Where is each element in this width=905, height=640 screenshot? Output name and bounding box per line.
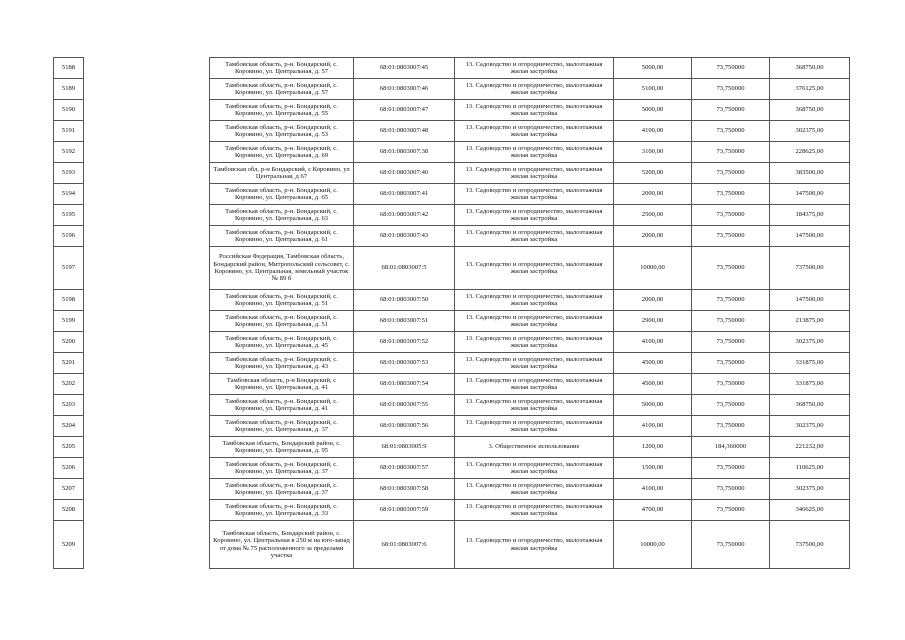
area-cell: 5000,00 [614,395,692,416]
land-use-cell: 13. Садоводство и огородничество, малоэтажная жилая застройка [455,521,614,569]
table-row [54,395,850,416]
area-cell: 5100,00 [614,79,692,100]
area-cell: 1200,00 [614,437,692,458]
address-cell: Тамбовская область, р-н. Бондарский, с. Коровино, ул. Центральная, д. 51 [210,290,354,311]
address-cell: Тамбовская область, р-н. Бондарский, с. Коровино, ул. Центральная, д. 55 [210,100,354,121]
address-cell: Тамбовская область, Бондарский район, с. Коровино, ул. Центральная, д. 95 [210,437,354,458]
rate-cell: 73,750000 [692,395,770,416]
land-use-cell: 13. Садоводство и огородничество, малоэтажная жилая застройка [455,142,614,163]
cadastral-value-cell: 147500,00 [770,290,850,311]
rate-cell: 73,750000 [692,79,770,100]
table-row [54,521,850,569]
rate-cell: 73,750000 [692,100,770,121]
gap-cell [84,100,210,121]
cadastral-number-cell: 68:01:0803007:53 [354,353,455,374]
gap-cell [84,290,210,311]
cadastral-value-cell: 737500,00 [770,521,850,569]
table-row [54,121,850,142]
row-number: 5188 [54,58,84,79]
address-cell: Тамбовская область, р-н. Бондарский, с. Коровино, ул. Центральная, д. 33 [210,500,354,521]
row-number: 5203 [54,395,84,416]
cadastral-number-cell: 68:01:0803007:40 [354,163,455,184]
rate-cell: 73,750000 [692,500,770,521]
table-row [54,290,850,311]
rate-cell: 73,750000 [692,458,770,479]
address-cell: Тамбовская область, р-н. Бондарский, с. Коровино, ул. Центральная, д. 65 [210,184,354,205]
land-use-cell: 13. Садоводство и огородничество, малоэтажная жилая застройка [455,332,614,353]
row-number: 5196 [54,226,84,247]
land-use-cell: 13. Садоводство и огородничество, малоэтажная жилая застройка [455,205,614,226]
cadastral-number-cell: 68:01:0803007:58 [354,479,455,500]
address-cell: Тамбовская область, Бондарский район, с. Коровино, ул. Центральная в 250 м на юго-запад от дома № 75 расположенного за пределами участка [210,521,354,569]
table-row [54,374,850,395]
cadastral-value-cell: 302375,00 [770,121,850,142]
rate-cell: 73,750000 [692,205,770,226]
rate-cell: 73,750000 [692,247,770,290]
land-use-cell: 13. Садоводство и огородничество, малоэтажная жилая застройка [455,79,614,100]
address-cell: Тамбовская область, р-н. Бондарский, с. Коровино, ул. Центральная, д. 69 [210,142,354,163]
area-cell: 2000,00 [614,184,692,205]
table-row [54,458,850,479]
gap-cell [84,416,210,437]
row-number: 5208 [54,500,84,521]
address-cell: Тамбовская область, р-н. Бондарский, с. Коровино, ул. Центральная, д. 37 [210,479,354,500]
cadastral-value-cell: 737500,00 [770,247,850,290]
area-cell: 3100,00 [614,142,692,163]
cadastral-number-cell: 68:01:0803007:55 [354,395,455,416]
address-cell: Российская Федерация, Тамбовская область, Бондарский район, Митропольский сельсовет, с. Коровино, ул. Центральная, земельный участок № 89 б [210,247,354,290]
cadastral-value-cell: 302375,00 [770,479,850,500]
rate-cell: 73,750000 [692,142,770,163]
area-cell: 2900,00 [614,311,692,332]
area-cell: 5000,00 [614,58,692,79]
row-number: 5194 [54,184,84,205]
land-use-cell: 13. Садоводство и огородничество, малоэтажная жилая застройка [455,100,614,121]
table-row [54,142,850,163]
cadastral-number-cell: 68:01:0803007:52 [354,332,455,353]
area-cell: 2500,00 [614,205,692,226]
rate-cell: 73,750000 [692,290,770,311]
rate-cell: 73,750000 [692,332,770,353]
gap-cell [84,247,210,290]
rate-cell: 73,750000 [692,226,770,247]
row-number: 5191 [54,121,84,142]
cadastral-number-cell: 68:01:0803007:45 [354,58,455,79]
cadastral-value-cell: 221232,00 [770,437,850,458]
area-cell: 4700,00 [614,500,692,521]
cadastral-number-cell: 68:01:0803007:47 [354,100,455,121]
cadastral-number-cell: 68:01:0803007:6 [354,521,455,569]
cadastral-value-cell: 213875,00 [770,311,850,332]
cadastral-value-cell: 383500,00 [770,163,850,184]
gap-cell [84,311,210,332]
row-number: 5200 [54,332,84,353]
land-use-cell: 13. Садоводство и огородничество, малоэтажная жилая застройка [455,247,614,290]
row-number: 5205 [54,437,84,458]
row-number: 5189 [54,79,84,100]
land-use-cell: 13. Садоводство и огородничество, малоэтажная жилая застройка [455,374,614,395]
cadastral-value-cell: 147500,00 [770,184,850,205]
address-cell: Тамбовская область, р-н. Бондарский, с. Коровино, ул. Центральная, д. 63 [210,205,354,226]
cadastral-number-cell: 68:01:0803005:9 [354,437,455,458]
row-number: 5206 [54,458,84,479]
land-plots-table [53,57,850,569]
table-row [54,416,850,437]
cadastral-number-cell: 68:01:0803007:50 [354,290,455,311]
table-row [54,332,850,353]
cadastral-value-cell: 228625,00 [770,142,850,163]
table-body [54,58,850,569]
cadastral-value-cell: 331875,00 [770,374,850,395]
address-cell: Тамбовская область, р-н. Бондарский, с. Коровино, ул. Центральная, д. 43 [210,353,354,374]
rate-cell: 184,360000 [692,437,770,458]
land-use-cell: 13. Садоводство и огородничество, малоэтажная жилая застройка [455,458,614,479]
row-number: 5207 [54,479,84,500]
table-row [54,163,850,184]
area-cell: 10000,00 [614,521,692,569]
cadastral-number-cell: 68:01:0803007:38 [354,142,455,163]
rate-cell: 73,750000 [692,163,770,184]
gap-cell [84,353,210,374]
table-row [54,500,850,521]
cadastral-number-cell: 68:01:0803007:42 [354,205,455,226]
gap-cell [84,205,210,226]
area-cell: 10000,00 [614,247,692,290]
area-cell: 4500,00 [614,374,692,395]
rate-cell: 73,750000 [692,121,770,142]
cadastral-number-cell: 68:01:0803007:5 [354,247,455,290]
cadastral-number-cell: 68:01:0803007:48 [354,121,455,142]
gap-cell [84,395,210,416]
cadastral-value-cell: 368750,00 [770,58,850,79]
row-number: 5195 [54,205,84,226]
cadastral-value-cell: 376125,00 [770,79,850,100]
gap-cell [84,58,210,79]
rate-cell: 73,750000 [692,184,770,205]
cadastral-value-cell: 346625,00 [770,500,850,521]
gap-cell [84,521,210,569]
area-cell: 1500,00 [614,458,692,479]
gap-cell [84,226,210,247]
table-row [54,479,850,500]
land-use-cell: 13. Садоводство и огородничество, малоэтажная жилая застройка [455,479,614,500]
address-cell: Тамбовская область, р-н. Бондарский, с. Коровино, ул. Центральная, д. 37 [210,458,354,479]
land-use-cell: 13. Садоводство и огородничество, малоэтажная жилая застройка [455,58,614,79]
cadastral-number-cell: 68:01:0803007:59 [354,500,455,521]
area-cell: 4100,00 [614,332,692,353]
cadastral-value-cell: 331875,00 [770,353,850,374]
cadastral-number-cell: 68:01:0803007:43 [354,226,455,247]
gap-cell [84,374,210,395]
address-cell: Тамбовская область, р-н. Бондарский, с. Коровино, ул. Центральная, д. 45 [210,332,354,353]
cadastral-number-cell: 68:01:0803007:51 [354,311,455,332]
table-row [54,247,850,290]
land-use-cell: 13. Садоводство и огородничество, малоэтажная жилая застройка [455,416,614,437]
cadastral-number-cell: 68:01:0803007:56 [354,416,455,437]
gap-cell [84,142,210,163]
area-cell: 2000,00 [614,226,692,247]
area-cell: 4100,00 [614,479,692,500]
address-cell: Тамбовская область, р-н. Бондарский, с. Коровино, ул. Центральная, д. 57 [210,58,354,79]
gap-cell [84,184,210,205]
cadastral-value-cell: 368750,00 [770,100,850,121]
cadastral-value-cell: 110625,00 [770,458,850,479]
address-cell: Тамбовская область, р-н. Бондарский, с. Коровино, ул. Центральная, д. 51 [210,311,354,332]
land-use-cell: 13. Садоводство и огородничество, малоэтажная жилая застройка [455,184,614,205]
area-cell: 4100,00 [614,416,692,437]
area-cell: 5000,00 [614,100,692,121]
gap-cell [84,458,210,479]
row-number: 5198 [54,290,84,311]
gap-cell [84,79,210,100]
row-number: 5190 [54,100,84,121]
land-use-cell: 13. Садоводство и огородничество, малоэтажная жилая застройка [455,226,614,247]
cadastral-number-cell: 68:01:0803007:41 [354,184,455,205]
rate-cell: 73,750000 [692,416,770,437]
land-use-cell: 3. Общественное использование [455,437,614,458]
gap-cell [84,332,210,353]
row-number: 5202 [54,374,84,395]
row-number: 5197 [54,247,84,290]
address-cell: Тамбовская область, р-н. Бондарский, с. Коровино, ул. Центральная, д. 37 [210,416,354,437]
address-cell: Тамбовская область, р-н. Бондарский, с. Коровино, ул. Центральная, д. 61 [210,226,354,247]
row-number: 5204 [54,416,84,437]
row-number: 5209 [54,521,84,569]
cadastral-value-cell: 368750,00 [770,395,850,416]
table-row [54,353,850,374]
cadastral-value-cell: 184375,00 [770,205,850,226]
gap-cell [84,121,210,142]
gap-cell [84,500,210,521]
area-cell: 2000,00 [614,290,692,311]
table-row [54,58,850,79]
land-use-cell: 13. Садоводство и огородничество, малоэтажная жилая застройка [455,290,614,311]
cadastral-value-cell: 147500,00 [770,226,850,247]
gap-cell [84,163,210,184]
rate-cell: 73,750000 [692,374,770,395]
table-row [54,226,850,247]
land-use-cell: 13. Садоводство и огородничество, малоэтажная жилая застройка [455,311,614,332]
land-use-cell: 13. Садоводство и огородничество, малоэтажная жилая застройка [455,353,614,374]
gap-cell [84,479,210,500]
row-number: 5192 [54,142,84,163]
rate-cell: 73,750000 [692,521,770,569]
land-use-cell: 13. Садоводство и огородничество, малоэтажная жилая застройка [455,500,614,521]
row-number: 5201 [54,353,84,374]
cadastral-value-cell: 302375,00 [770,332,850,353]
gap-cell [84,437,210,458]
cadastral-number-cell: 68:01:0803007:46 [354,79,455,100]
land-use-cell: 13. Садоводство и огородничество, малоэтажная жилая застройка [455,121,614,142]
land-use-cell: 13. Садоводство и огородничество, малоэтажная жилая застройка [455,163,614,184]
cadastral-number-cell: 68:01:0803007:57 [354,458,455,479]
address-cell: Тамбовская область, р-н. Бондарский, с. Коровино, ул. Центральная, д. 41 [210,395,354,416]
row-number: 5193 [54,163,84,184]
area-cell: 5200,00 [614,163,692,184]
table-row [54,79,850,100]
address-cell: Тамбовская область, р-н Бондарский, с Коровино, ул. Центральная, д. 41 [210,374,354,395]
address-cell: Тамбовская область, р-н. Бондарский, с. Коровино, ул. Центральная, д. 57 [210,79,354,100]
table-row [54,205,850,226]
land-use-cell: 13. Садоводство и огородничество, малоэтажная жилая застройка [455,395,614,416]
cadastral-number-cell: 68:01:0803007:54 [354,374,455,395]
rate-cell: 73,750000 [692,58,770,79]
address-cell: Тамбовская область, р-н. Бондарский, с. Коровино, ул. Центральная, д. 53 [210,121,354,142]
area-cell: 4100,00 [614,121,692,142]
row-number: 5199 [54,311,84,332]
rate-cell: 73,750000 [692,353,770,374]
table-row [54,311,850,332]
rate-cell: 73,750000 [692,479,770,500]
address-cell: Тамбовская обл, р-н Бондарский, с Коровино, ул Центральная, д 67 [210,163,354,184]
area-cell: 4500,00 [614,353,692,374]
table-row [54,437,850,458]
table-row [54,184,850,205]
cadastral-value-cell: 302375,00 [770,416,850,437]
table-row [54,100,850,121]
rate-cell: 73,750000 [692,311,770,332]
